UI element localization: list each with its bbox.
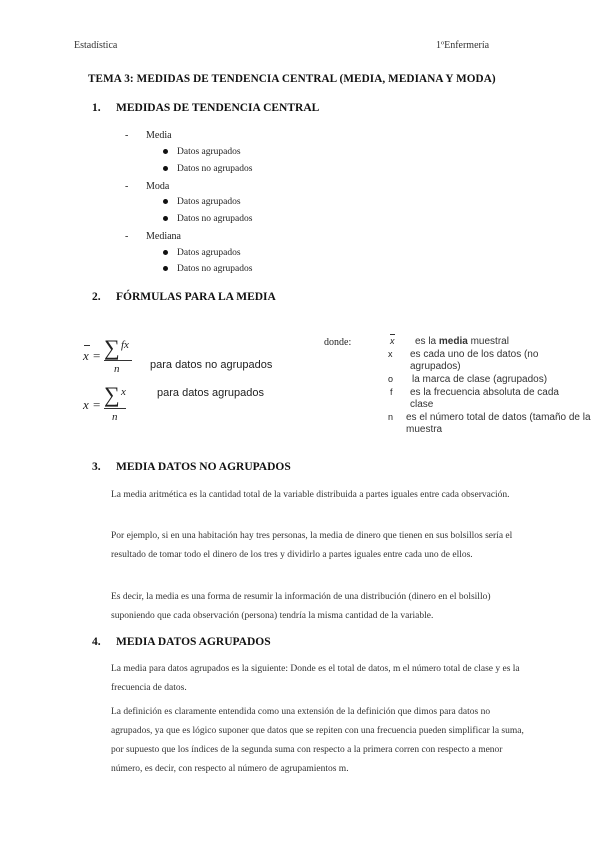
formula-lhs: x [83,397,89,412]
formula-numerator: x [121,386,126,398]
bullet-icon [163,266,168,271]
measure-label: Media [146,130,172,141]
legend-prefix: es la [415,336,439,347]
formula-label-ungrouped: para datos no agrupados [150,359,273,371]
section-number: 1. [92,102,101,114]
formula-equals: = [93,348,101,363]
formula-equals: = [93,397,101,412]
list-item [163,147,241,157]
section-number: 3. [92,461,101,473]
list-item [163,197,241,207]
legend-text: es cada uno de los datos (no agrupados) [410,349,539,372]
section-title: FÓRMULAS PARA LA MEDIA [116,291,276,303]
formula-where-label: donde: [324,337,352,348]
measure-item-mediana [125,231,181,242]
list-item [163,164,252,174]
legend-symbol: n [388,412,394,422]
section-number: 4. [92,636,101,648]
legend-bold: media [438,336,468,347]
legend-suffix: muestral [467,336,509,347]
formula-label-grouped: para datos agrupados [157,387,265,399]
legend-text: es el número total de datos (tamaño de la muestra [406,412,591,435]
section-heading-4 [92,636,271,648]
legend-text: es la frecuencia absoluta de cada clase [410,387,559,410]
formula-denominator: n [114,363,120,375]
measure-label: Moda [146,181,170,192]
list-item [163,264,252,274]
formula-numerator: fx [121,339,129,351]
legend-symbol: x [390,336,395,346]
summation-icon: ∑ [104,335,120,360]
bullet-icon [163,199,168,204]
overline-mark [84,345,90,346]
bullet-icon [163,166,168,171]
formula-denominator: n [112,411,118,423]
measure-item-moda [125,181,170,192]
list-item-text: Datos agrupados [177,147,241,157]
legend-symbol: f [390,387,393,397]
legend-text: la marca de clase (agrupados) [412,374,548,385]
header-right: 1ºEnfermería [436,40,490,51]
header-left: Estadística [74,40,118,51]
list-item [163,248,241,258]
section-title: MEDIA DATOS AGRUPADOS [116,636,271,648]
document-title: TEMA 3: MEDIDAS DE TENDENCIA CENTRAL (MEDIA, MEDIANA Y MODA) [88,73,496,85]
summation-icon: ∑ [104,382,120,407]
bullet-icon [163,250,168,255]
formula-mean-grouped [82,381,152,423]
bullet-icon [163,149,168,154]
section-number: 2. [92,291,101,303]
measure-item-media [125,130,172,141]
fraction-bar [104,408,126,409]
paragraph-definition: La media aritmética es la cantidad total de la variable distribuida a partes iguales entre cada observación. [111,490,510,500]
list-item-text: Datos no agrupados [177,264,253,274]
list-item-text: Datos no agrupados [177,214,253,224]
formula-legend [380,332,600,442]
paragraph-grouped-definition: La definición es claramente entendida como una extensión de la definición que dimos para datos no agrupados, ya que es lógico suponer que datos que se repiten con una frecuencia pueden simplificar la suma, por supuesto que los índices de la segunda suma con respecto a la primera corren con respecto a menor número, es decir, con respecto al número de agrupamientos m. [111,707,524,774]
section-heading-3 [92,461,291,473]
bullet-icon [163,216,168,221]
paragraph-example: Por ejemplo, si en una habitación hay tres personas, la media de dinero que tienen en sus bolsillos sería el resultado de tomar todo el dinero de los tres y dividirlo a partes iguales entre cada uno de ellos. [111,531,513,560]
formula-mean-ungrouped [82,336,152,378]
legend-symbol: o [388,374,394,384]
dash-marker: - [125,181,129,192]
paragraph-grouped-mean: La media para datos agrupados es la siguiente: Donde es el total de datos, m el número total de clase y es la frecuencia de datos. [111,664,520,693]
paragraph-summary: Es decir, la media es una forma de resumir la información de una distribución (dinero en el bolsillo) suponiendo que cada observación (persona) tendría la misma cantidad de la variable. [111,592,491,621]
dash-marker: - [125,130,129,141]
section-title: MEDIDAS DE TENDENCIA CENTRAL [116,102,320,114]
measure-label: Mediana [146,231,181,242]
section-heading-1 [92,102,319,114]
section-title: MEDIA DATOS NO AGRUPADOS [116,461,291,473]
list-item-text: Datos no agrupados [177,164,253,174]
section-heading-2 [92,291,276,303]
list-item-text: Datos agrupados [177,248,241,258]
fraction-bar [104,360,132,361]
overline-mark [390,334,395,335]
legend-symbol: x [388,349,393,359]
list-item [163,214,252,224]
list-item-text: Datos agrupados [177,197,241,207]
dash-marker: - [125,231,129,242]
legend-text [415,336,509,347]
formula-lhs: x [83,348,89,363]
